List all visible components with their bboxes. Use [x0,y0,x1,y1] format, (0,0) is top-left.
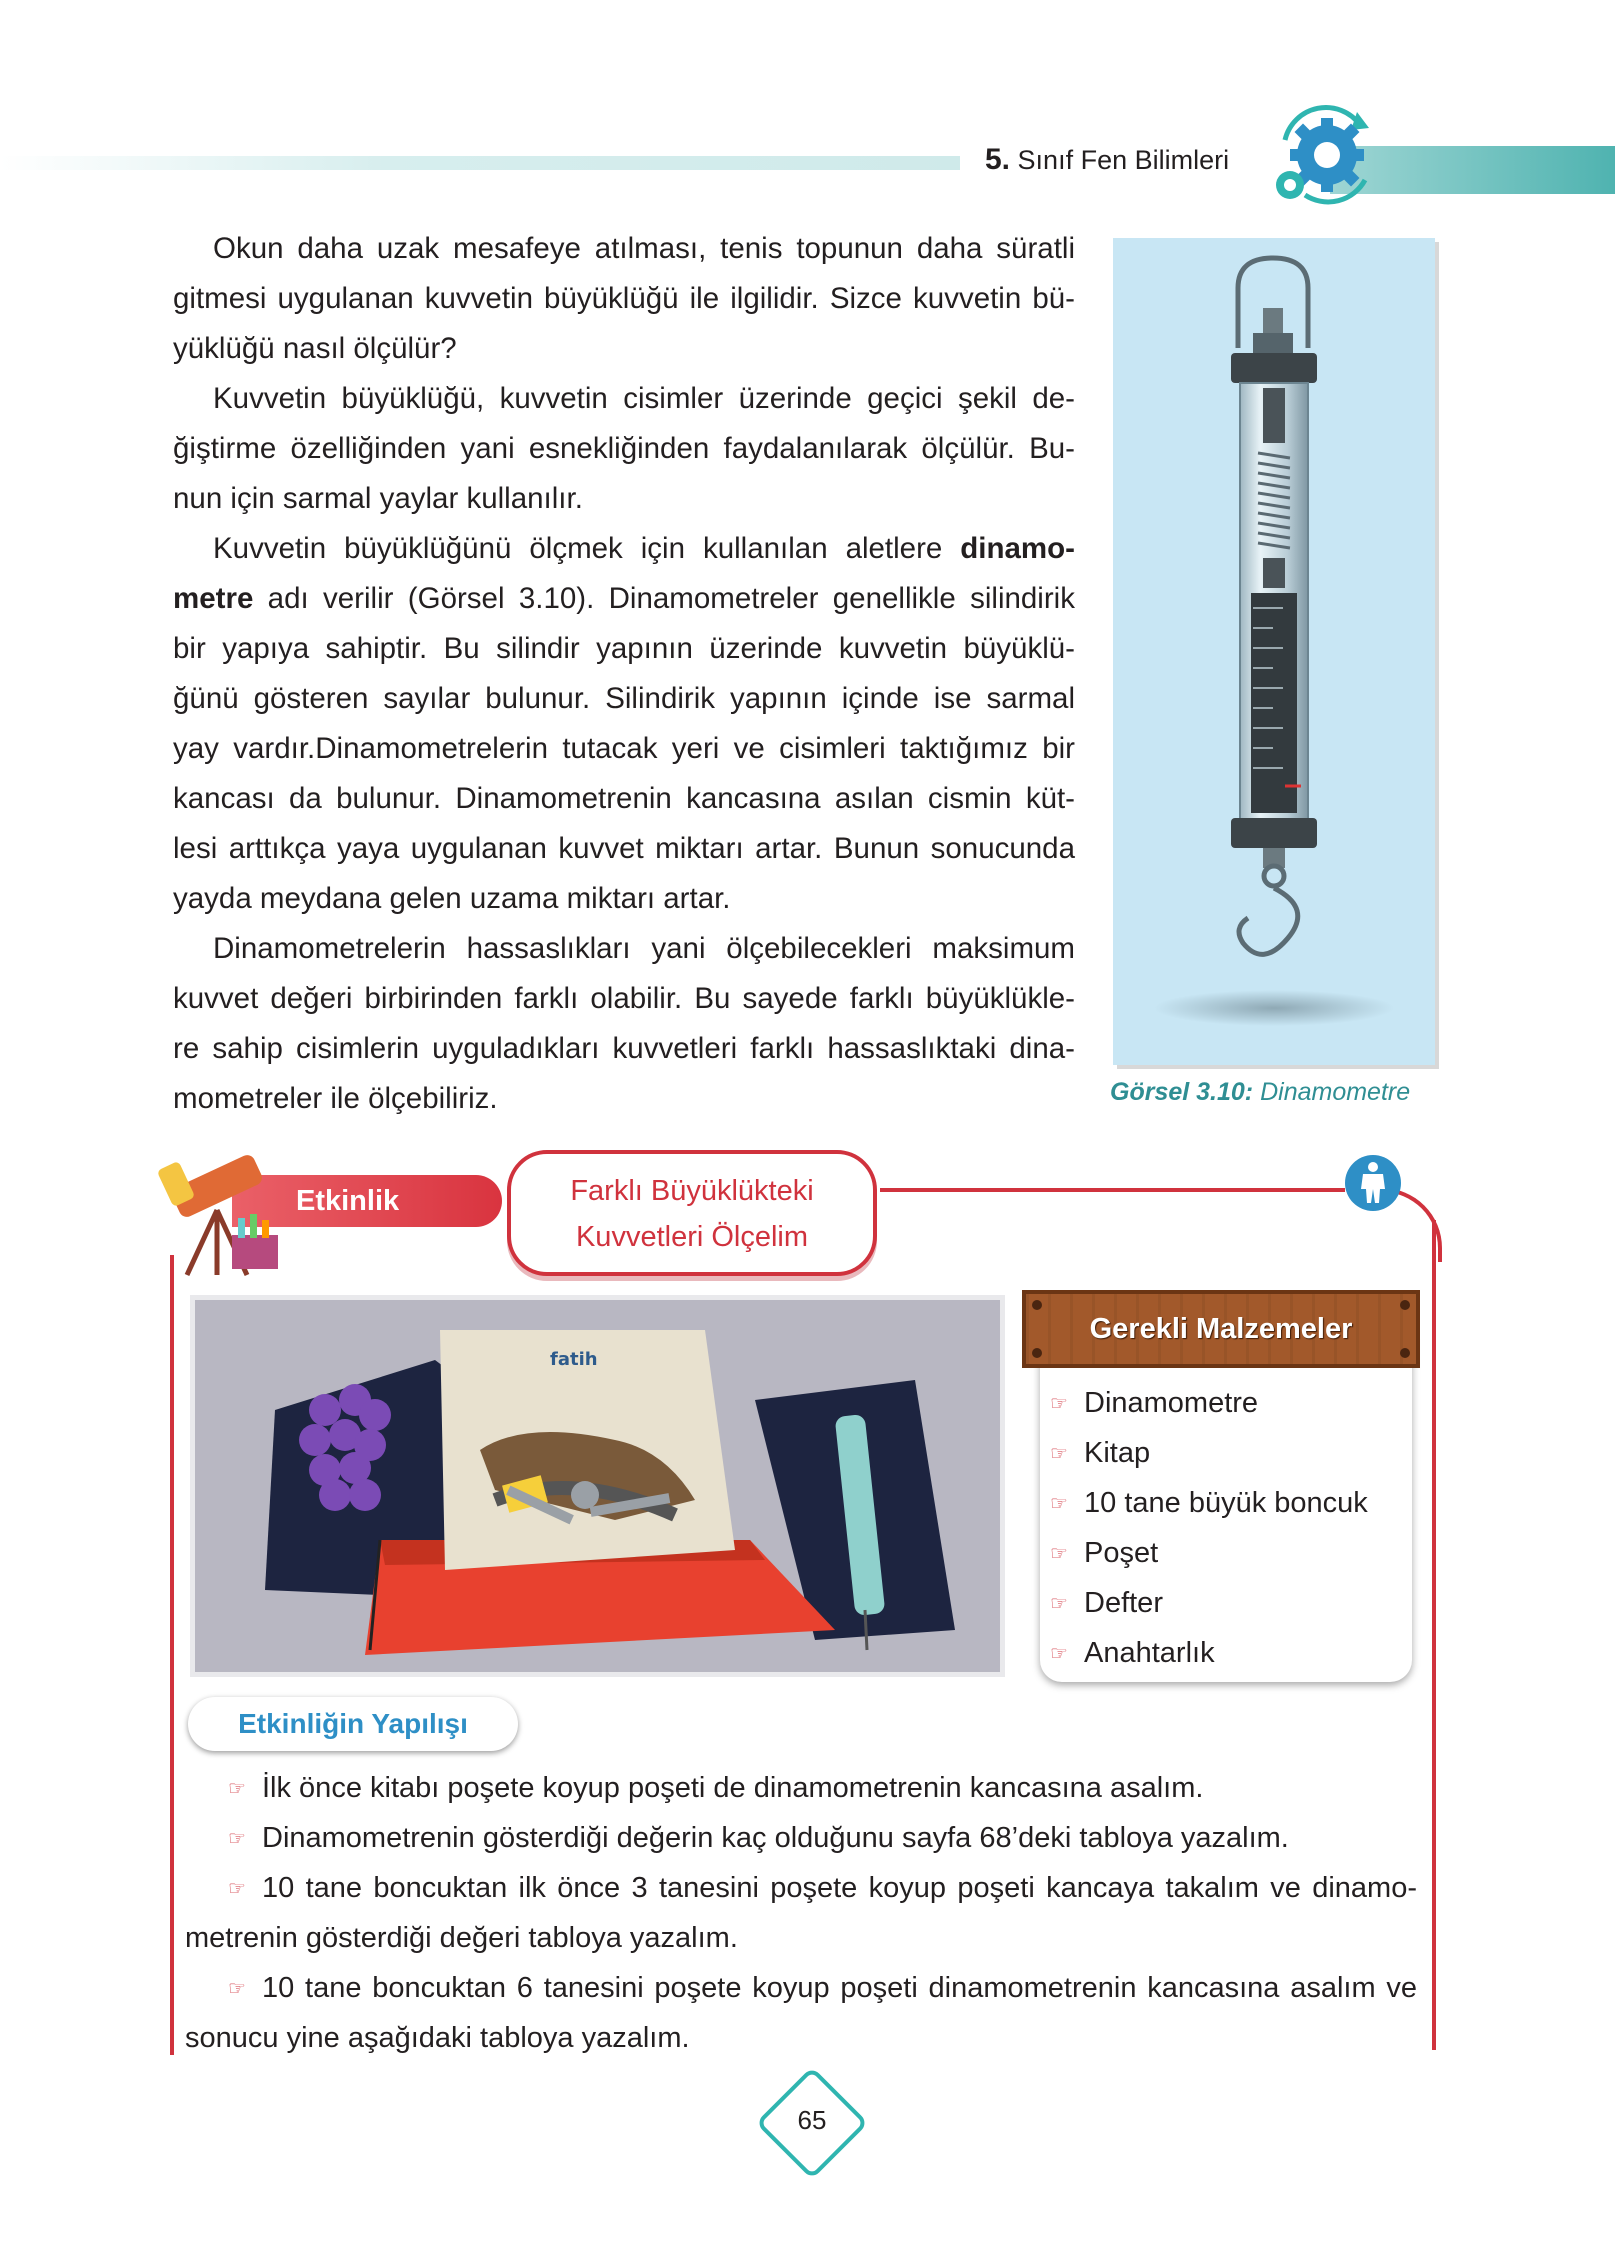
paragraph-2 [173,374,1075,524]
activity-title-line: Kuvvetleri Ölçelim [575,1221,809,1253]
paragraph-4 [173,924,1075,1124]
text-line: kancası da bulunur. Dinamometrenin kancasına asılan cismin küt- [173,782,1075,815]
pointing-hand-icon: ☞ [1050,1643,1068,1665]
paragraph-3 [173,524,1075,924]
pointing-hand-icon: ☞ [1050,1443,1068,1465]
section-border [1432,1220,1436,2050]
text-line: yüklüğü nasıl ölçülür? [173,332,457,365]
pointing-hand-icon: ☞ [1050,1543,1068,1565]
telescope-icon [152,1140,282,1280]
activity-title-line: Farklı Büyüklükteki [570,1175,814,1207]
section-border [170,1255,174,2055]
list-item [1050,1378,1368,1428]
pointing-hand-icon: ☞ [1050,1593,1068,1615]
activity-tab: Etkinlik [232,1175,502,1227]
paragraph-1 [173,224,1075,374]
step-text: İlk önce kitabı poşete koyup poşeti de dinamometrenin kancasına asalım. [262,1772,1204,1804]
material-name: Dinamometre [1084,1387,1259,1419]
step-text: metrenin gösterdiği değeri tabloya yazalım. [185,1922,738,1954]
pointing-hand-icon: ☞ [228,1878,246,1900]
materials-illustration [195,1300,1000,1672]
person-icon [1345,1155,1401,1211]
list-item [1050,1578,1368,1628]
pointing-hand-icon: ☞ [1050,1493,1068,1515]
pointing-hand-icon: ☞ [1050,1393,1068,1415]
pointing-hand-icon: ☞ [228,1828,246,1850]
materials-list [1050,1378,1368,1678]
text-line: yayda meydana gelen uzama miktarı artar. [173,882,731,915]
term-dinamometre: metre [173,582,254,615]
pointing-hand-icon: ☞ [228,1978,246,2000]
text-line: kuvvet değeri birbirinden farklı olabilir. Bu sayede farklı büyüklükle- [173,982,1075,1015]
term-dinamometre: dinamo- [960,532,1075,565]
step-text: sonucu yine aşağıdaki tabloya yazalım. [185,2022,690,2054]
step-text: 10 tane boncuktan 6 tanesini poşete koyup poşeti dinamometrenin kancasına asalım ve [262,1972,1417,2004]
procedure-step [185,1763,1417,1813]
grade-number: 5. [985,143,1011,176]
text-line: re sahip cisimlerin uyguladıkları kuvvetleri farklı hassaslıktaki dina- [173,1032,1075,1065]
step-text: 10 tane boncuktan ilk önce 3 tanesini poşete koyup poşeti kancaya takalım ve dinamo- [262,1872,1417,1904]
text-span: Kuvvetin büyüklüğünü ölçmek için kullanılan aletlere [213,532,961,565]
procedure-step [185,1863,1417,1913]
text-line: ğiştirme özelliğinden yani esnekliğinden faydalanılarak ölçülür. Bu- [173,432,1075,465]
section-border [880,1188,1345,1192]
text-line: Kuvvetin büyüklüğü, kuvvetin cisimler üzerinde geçici şekil de- [213,382,1075,415]
figure-caption-text: Dinamometre [1253,1078,1411,1106]
text-line: Dinamometrelerin hassaslıkları yani ölçebilecekleri maksimum [213,932,1075,965]
text-line [173,524,1075,574]
gear-icon [1265,100,1385,210]
procedure-step [185,1963,1417,2013]
list-item [1050,1528,1368,1578]
procedure-step [185,1813,1417,1863]
text-line: yay vardır.Dinamometrelerin tutacak yeri ve cisimleri taktığımız bir [173,732,1075,765]
header-line [0,156,960,170]
material-name: Kitap [1084,1437,1151,1469]
list-item [1050,1428,1368,1478]
text-line: ğünü gösteren sayılar bulunur. Silindirik yapının içinde ise sarmal [173,682,1075,715]
page-number: 65 [797,2105,827,2135]
activity-title [507,1168,877,1260]
text-line: mometreler ile ölçebiliriz. [173,1082,498,1115]
materials-photo [195,1300,1000,1672]
materials-title: Gerekli Malzemeler [1089,1313,1353,1345]
figure-caption [1110,1078,1410,1107]
text-span: adı verilir (Görsel 3.10). Dinamometreler genellikle silindirik [253,582,1075,615]
book-logo-text: fatih [550,1349,598,1370]
text-line: lesi arttıkça yaya uygulanan kuvvet miktarı artar. Bunun sonucunda [173,832,1075,865]
text-line: bir yapıya sahiptir. Bu silindir yapının üzerinde kuvvetin büyüklü- [173,632,1075,665]
material-name: Anahtarlık [1084,1637,1215,1669]
procedure-title: Etkinliğin Yapılışı [238,1708,468,1739]
procedure-steps [185,1763,1417,2063]
text-line: nun için sarmal yaylar kullanılır. [173,482,583,515]
material-name: Poşet [1084,1537,1159,1569]
dynamometer-illustration [1113,238,1435,1065]
figure-label: Görsel 3.10: [1110,1078,1254,1106]
course-name: Sınıf Fen Bilimleri [1017,145,1230,175]
list-item [1050,1628,1368,1678]
text-line: Okun daha uzak mesafeye atılması, tenis topunun daha süratli [213,232,1075,265]
dynamometer-figure [1113,238,1435,1065]
step-text: Dinamometrenin gösterdiği değerin kaç olduğunu sayfa 68’deki tabloya yazalım. [262,1822,1289,1854]
text-line [173,574,1075,624]
pointing-hand-icon: ☞ [228,1778,246,1800]
material-name: 10 tane büyük boncuk [1084,1487,1368,1519]
text-line: gitmesi uygulanan kuvvetin büyüklüğü ile ilgilidir. Sizce kuvvetin bü- [173,282,1075,315]
list-item [1050,1478,1368,1528]
header-title [985,143,1229,177]
material-name: Defter [1084,1587,1163,1619]
